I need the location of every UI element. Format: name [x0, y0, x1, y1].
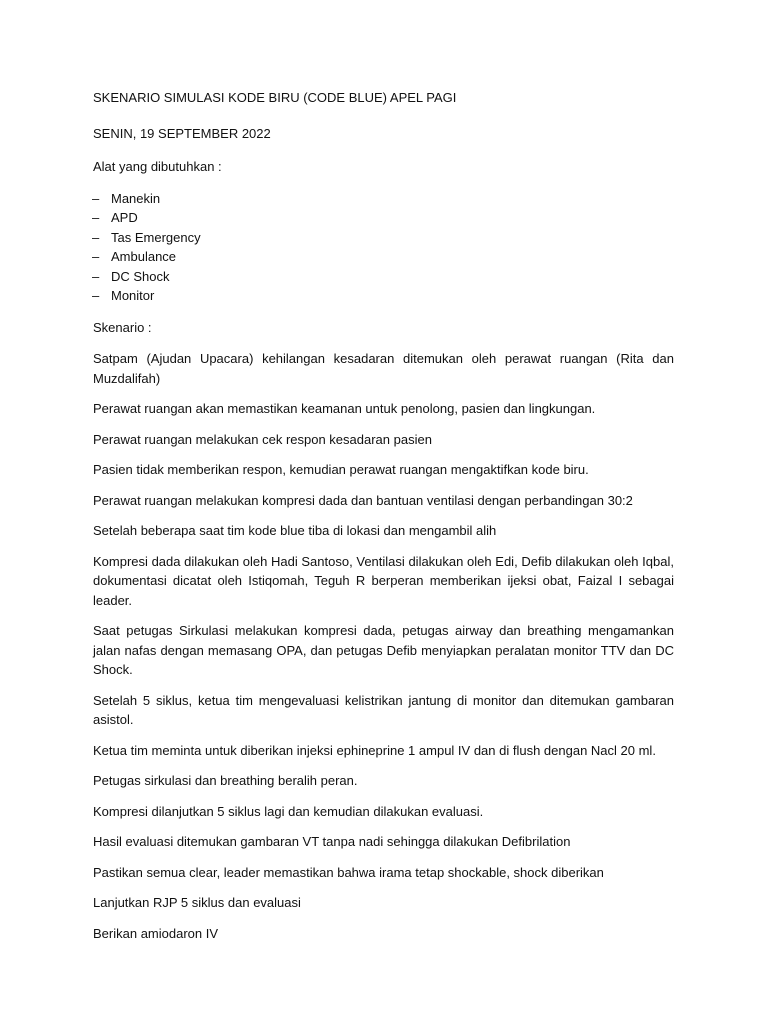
scenario-paragraph: Perawat ruangan akan memastikan keamanan untuk penolong, pasien dan lingkungan.: [93, 401, 596, 416]
tool-name: Tas Emergency: [111, 229, 201, 245]
document-title: SKENARIO SIMULASI KODE BIRU (CODE BLUE) APEL PAGI: [93, 90, 457, 105]
tools-list: [93, 189, 674, 306]
dash-bullet: –: [92, 210, 100, 225]
scenario-paragraph: Pasien tidak memberikan respon, kemudian perawat ruangan mengaktifkan kode biru.: [93, 462, 589, 477]
scenario-label: Skenario :: [93, 319, 152, 335]
scenario-paragraph: Ketua tim meminta untuk diberikan injeksi ephineprine 1 ampul IV dan di flush dengan Nacl 20 ml.: [93, 742, 656, 758]
list-item: [93, 208, 674, 228]
scenario-paragraph: Hasil evaluasi ditemukan gambaran VT tanpa nadi sehingga dilakukan Defibrilation: [93, 834, 571, 849]
scenario-paragraph: Saat petugas Sirkulasi melakukan kompresi dada, petugas airway dan breathing mengamankan jalan nafas dengan memasang OPA, dan petugas Defib menyiapkan peralatan monitor TTV dan DC Shock.: [93, 623, 674, 677]
dash-bullet: –: [92, 229, 100, 245]
tool-name: Manekin: [111, 190, 161, 206]
list-item: [93, 189, 674, 209]
dash-bullet: –: [92, 268, 100, 284]
scenario-paragraph: Setelah beberapa saat tim kode blue tiba di lokasi dan mengambil alih: [93, 523, 497, 538]
scenario-paragraph: Kompresi dada dilakukan oleh Hadi Santoso, Ventilasi dilakukan oleh Edi, Defib dilakukan oleh Iqbal, dokumentasi dicatat oleh Istiqomah, Teguh R berperan memberikan ijeksi obat, Faizal I sebagai leader.: [93, 553, 674, 608]
document-date: SENIN, 19 SEPTEMBER 2022: [93, 125, 271, 141]
scenario-paragraph: Pastikan semua clear, leader memastikan bahwa irama tetap shockable, shock diberikan: [93, 864, 604, 880]
list-item: [93, 228, 674, 248]
document-body: [93, 88, 674, 954]
list-item: [93, 247, 674, 267]
tool-name: Monitor: [111, 288, 155, 303]
dash-bullet: –: [92, 190, 100, 206]
tool-name: Ambulance: [111, 249, 177, 264]
dash-bullet: –: [92, 288, 100, 303]
tool-name: APD: [111, 210, 138, 225]
scenario-paragraph: Lanjutkan RJP 5 siklus dan evaluasi: [93, 895, 301, 910]
scenario-paragraph: Setelah 5 siklus, ketua tim mengevaluasi kelistrikan jantung di monitor dan ditemukan gambaran asistol.: [93, 692, 674, 727]
scenario-paragraph: Satpam (Ajudan Upacara) kehilangan kesadaran ditemukan oleh perawat ruangan (Rita dan Muzdalifah): [93, 351, 674, 386]
scenario-paragraph: Petugas sirkulasi dan breathing beralih peran.: [93, 773, 358, 788]
scenario-paragraph: Perawat ruangan melakukan kompresi dada dan bantuan ventilasi dengan perbandingan 30:2: [93, 492, 633, 508]
tool-name: DC Shock: [111, 268, 170, 284]
scenario-paragraph: Perawat ruangan melakukan cek respon kesadaran pasien: [93, 431, 432, 447]
scenario-paragraph: Kompresi dilanjutkan 5 siklus lagi dan kemudian dilakukan evaluasi.: [93, 803, 484, 819]
dash-bullet: –: [92, 249, 100, 264]
scenario-paragraph: Berikan amiodaron IV: [93, 925, 219, 941]
list-item: [93, 286, 674, 306]
tools-label: Alat yang dibutuhkan :: [93, 159, 222, 174]
list-item: [93, 267, 674, 287]
